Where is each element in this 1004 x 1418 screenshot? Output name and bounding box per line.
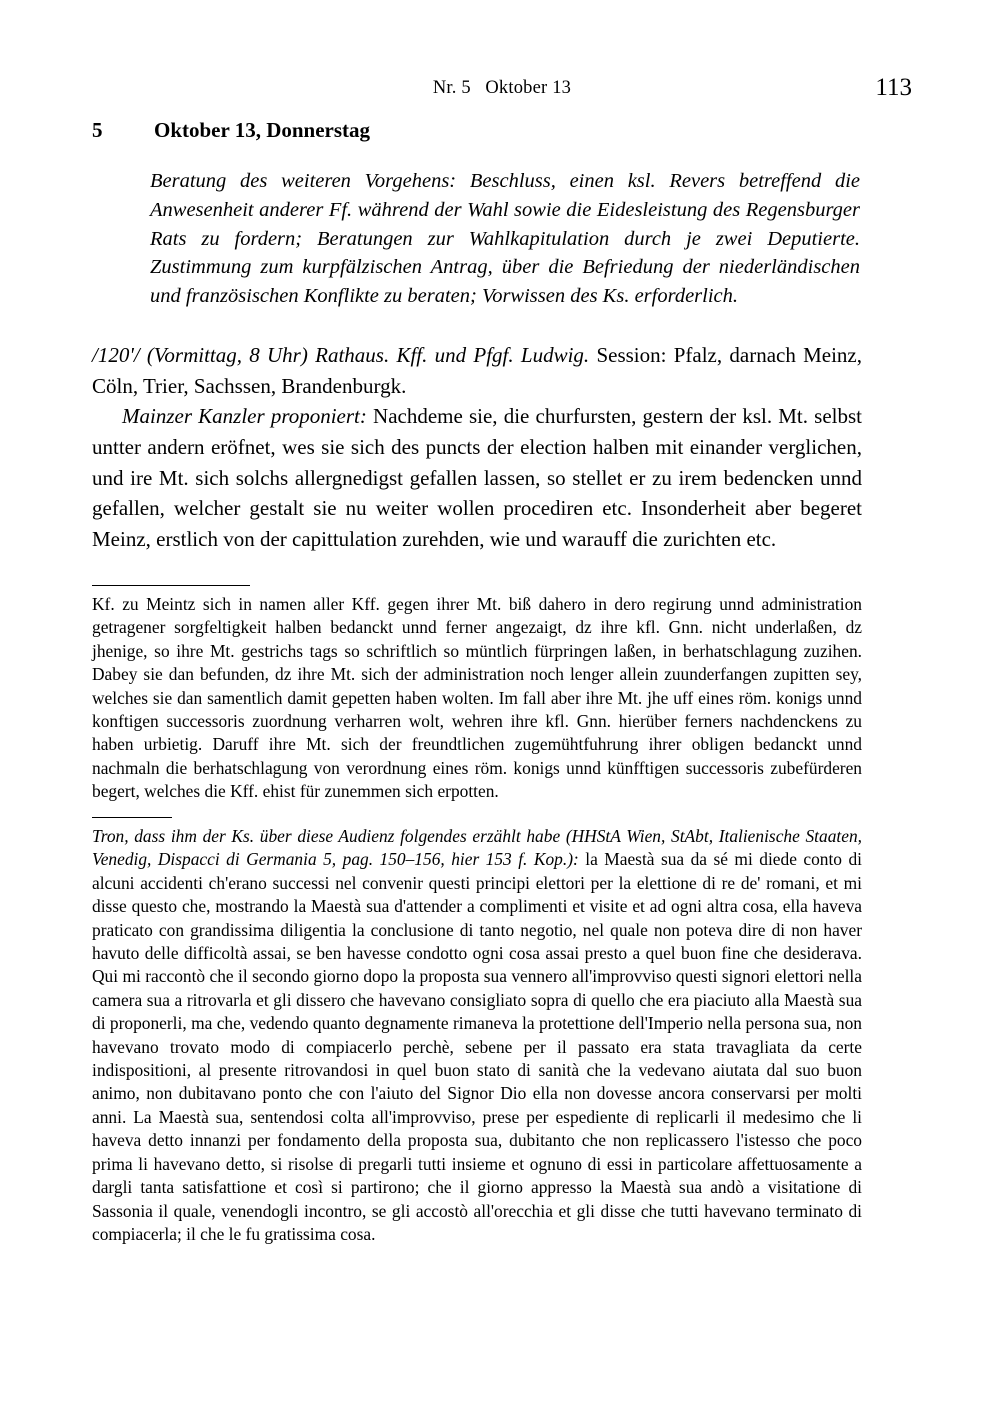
- body-paragraph-2-text: Nachdeme sie, die churfursten, gestern der ksl. Mt. selbst untter andern eröfnet, wes sie sich des puncts der election halben mit einander verglichen, und ire Mt. sich solchs allergnedigst gefallen lassen, so stellet er zu irem bedencken unnd gefallen, welcher gestalt sie nu weiter wollen procediren etc. Insonderheit aber begeret Meinz, erstlich von der capittulation zurehden, wie und warauff die zurichten etc.: [92, 404, 862, 551]
- section-number: 5: [92, 118, 103, 142]
- body-paragraph-2: [92, 401, 862, 554]
- page-number: 113: [875, 74, 912, 101]
- footnote-text-2: [92, 825, 862, 1246]
- footnote-text-1: Kf. zu Meintz sich in namen aller Kff. gegen ihrer Mt. biß dahero in dero regirung unnd administration getragener sorgfeltigkeit halben bedanckt unnd ferner angezaigt, dz ihre kfl. Gnn. nicht underlaßen, dz jhenige, so ihre Mt. gestrichs tags so schriftlich so müntlich fürpringen laßen, in berhatschlagung zuzihen. Dabey sie dan befunden, dz ihre Mt. sich der administration noch lenger allein zuunderfangen zupitten sey, welches sie dan samentlich damit gepetten haben wolten. Im fall aber ihre Mt. jhe uff eines röm. konigs unnd konftigen successoris zuordnung verharren wolt, wehren ihre kfl. Gnn. hierüber ferners nachdenckens zu haben urbietig. Daruff ihre Mt. sich der freundtlichen zugemühtfuhrung ihrer obligen bedanckt unnd nachmaln die berhatschlagung von verordnung eines röm. konigs unnd künfftigen successoris zubefürderen begert, welches die Kff. ehist für zunemmen sich erpotten.: [92, 594, 862, 802]
- apparatus-block-1: [92, 585, 862, 804]
- footnote-2-body: la Maestà sua da sé mi diede conto di alcuni accidenti ch'erano successi nel convenir questi principi elettori per la elettione di re de' romani, et mi disse questo che, mostrando la Maestà sua d'attender a complimenti et visite et ad ogni altra cosa, ella haveva praticato con grandissima diligentia la conclusione di tanto negotio, nel quale non poteva dire di non haver havuto delle difficoltà assai, se ben havesse condotto ogni cosa assai presto a quel buon fine che desiderava. Qui mi raccontò che il secondo giorno dopo la proposta sua vennero all'improvviso questi signori elettori nella camera sua a ritrovarla et gli dissero che havevano consigliato sopra di quello che era piaciuto alla Maestà sua di proponerli, ma che, vedendo quanto degnamente rimaneva la protettione dell'Imperio nella persona sua, non havevano trovato modo di compiacerlo perchè, sebene per il passato era stata travagliata da certe indispositioni, al presente ritrovandosi in quel buon stato di sanità che la vedevano aiutata dal suo buon animo, non dubitavano ponto che con l'aiuto del Signor Dio ella non dovesse ancora conservarsi per molti anni. La Maestà sua, sentendosi colta all'improvviso, prese per espediente di replicarli il medesimo che li haveva detto innanzi per fondamento della proposta sua, dubitanto che non replicassero l'istesso che poco prima li havevano detto, si risolse di pregarli tutti insieme et ognuno di essi in particolare affettuosamente a dargli tanta satisfattione et così si partirono; che il giorno appresso la Maestà sua andò a visitatione di Sassonia il quale, venendogli incontro, se gli accostò all'orecchia et gli disse che tutti havevano terminato di compiacerla; il che le fu gratissima cosa.: [92, 849, 862, 1244]
- regest-summary: Beratung des weiteren Vorgehens: Beschluss, einen ksl. Revers betreffend die Anwesenheit anderer Ff. während der Wahl sowie die Eidesleistung des Regensburger Rats zu fordern; Beratungen zur Wahlkapitulation durch je zwei Deputierte. Zustimmung zum kurpfälzischen Antrag, über die Befriedung der niederländischen und französischen Konflikte zu beraten; Vorwissen des Ks. erforderlich.: [150, 170, 860, 308]
- footnote-rule-long: [92, 585, 250, 586]
- body-text: [92, 340, 862, 555]
- apparatus-block-2: [92, 817, 862, 1246]
- section-heading: [92, 118, 912, 143]
- section-title: Oktober 13, Donnerstag: [154, 118, 371, 142]
- footnote-2-source-citation: Tron, dass ihm der Ks. über diese Audienz folgendes erzählt habe (HHStA Wien, StAbt, Italienische Staaten, Venedig, Dispacci di Germania 5, pag. 150–156, hier 153 f. Kop.):: [92, 826, 862, 870]
- folio-marker-and-session-lead: /120'/ (Vormittag, 8 Uhr) Rathaus. Kff. und Pfgf. Ludwig.: [92, 343, 590, 367]
- body-paragraph-1: [92, 340, 862, 401]
- body-paragraph-1-text: Session: Pfalz, darnach Meinz, Cöln, Trier, Sachssen, Brandenburgk.: [92, 343, 862, 398]
- running-head: [92, 74, 912, 104]
- running-head-title: Nr. 5 Oktober 13: [432, 78, 572, 98]
- speaker-label-mainzer-kanzler: Mainzer Kanzler proponiert:: [122, 404, 367, 429]
- footnote-rule-short: [92, 817, 172, 818]
